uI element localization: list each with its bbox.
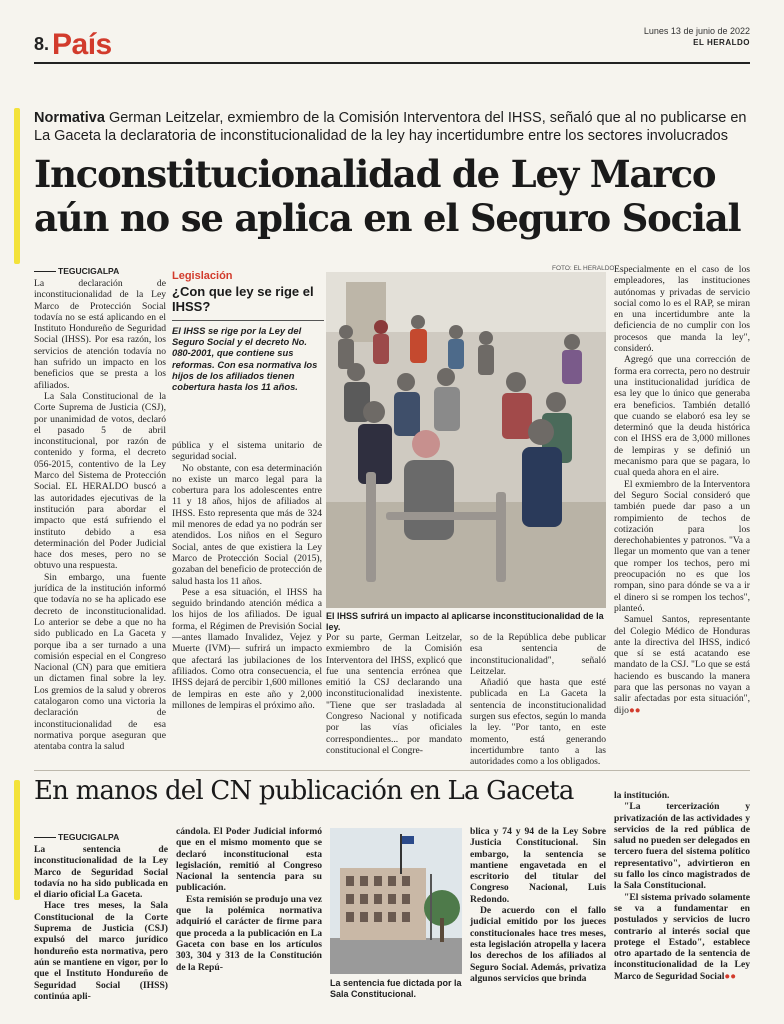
photo-caption: La sentencia fue dictada por la Sala Constitucional. — [330, 978, 462, 999]
waiting-room-photo — [326, 272, 606, 608]
congress-building-image — [330, 828, 462, 974]
article-lede — [34, 110, 750, 145]
paragraph: Agregó que una corrección de forma era correcta, pero no destruir una institucionalidad jurídica de esa ley que lo único que generaba era beneficios. También detalló que cuando se elaboró esa ley se determinó que la deuda histórica con el IHSS era de 3,000 millones de lempiras y se definió un mecanismo para que se pagara, lo cual queda ahora en el aire. — [614, 354, 750, 479]
issue-date: Lunes 13 de junio de 2022 — [643, 26, 750, 36]
paragraph: Esta remisión se produjo una vez que la polémica normativa adquirió el carácter de firme para que proceda a la publicación en La Gaceta con base en los artículos 303, 304 y 313 de la Constitución de la Repú- — [176, 893, 322, 973]
congress-building-photo — [330, 828, 462, 974]
article1-column-3 — [326, 632, 462, 764]
article-divider — [34, 770, 750, 771]
dateline: TEGUCIGALPA — [34, 832, 119, 842]
paragraph: La Sala Constitucional de la Corte Suprema de Justicia (CSJ), por unanimidad de votos, declaró el pasado 5 de abril inconstitucional, por razón de contenido y forma, el decreto 056-2015, contentivo de la Ley Marco del Sistema de Protección Social. EL HERALDO buscó a las autoridades ejecutivas de la institución para abordar el impacto que está sufriendo el instituto debido a esa determinación del Poder Judicial hace dos meses, pero no se obtuvo una respuesta. — [34, 390, 166, 572]
sidebar-kicker: Legislación — [172, 270, 233, 282]
paragraph: "La tercerización y privatización de las actividades y servicios de la red pública de salud no pueden ser delegados en tercero fuera del sistema político representativo", advirtieron en su fallo los cinco magistrados de la Sala Constitucional. — [614, 801, 750, 892]
paragraph: so de la República debe publicar esa sentencia de inconstitucionalidad", señaló Leitzelar. — [470, 632, 606, 677]
secondary-headline: En manos del CN publicación en La Gaceta — [34, 776, 574, 806]
article2-column-3 — [470, 826, 606, 1012]
sidebar-title: ¿Con que ley se rige el IHSS? — [172, 284, 314, 314]
paragraph: Añadió que hasta que esté publicada en La Gaceta la sentencia de inconstitucionalidad surgen sus efectos, según lo manda la ley. "Por tanto, en este momento, está generando incertidumbre tanto a las autoridades como a los obligados. — [470, 677, 606, 768]
paragraph: cándola. El Poder Judicial informó que en el mismo momento que se declaró inconstitucional esta legislación, remitió al Congreso Nacional la sentencia para su publicación. — [176, 826, 322, 894]
section-title: País — [52, 28, 112, 61]
paragraph: De acuerdo con el fallo judicial emitido por los jueces constitucionales hace tres meses, esta legislación atropella y lacera los derechos de los afiliados al Seguro Social. Además, privatiza algunos servicios que brinda — [470, 905, 606, 984]
end-mark: ●● — [724, 970, 737, 982]
page-header — [34, 24, 750, 68]
article2-column-4 — [614, 790, 750, 1012]
paragraph: la institución. — [614, 790, 670, 801]
paragraph: La sentencia de inconstitucionalidad de la Ley Marco de Seguridad Social todavía no ha sido publicada en el diario oficial La Gaceta. — [34, 844, 168, 901]
highlight-bar — [14, 780, 20, 900]
main-headline — [34, 152, 750, 240]
waiting-room-image — [326, 272, 606, 608]
dateline: TEGUCIGALPA — [34, 266, 119, 276]
paragraph — [614, 614, 750, 716]
paragraph: Hace tres meses, la Sala Constitucional de la Corte Suprema de Justicia (CSJ) expulsó del marco jurídico hondureño esta normativa, pero aún se mantiene en vigor, por lo que el Instituto Hondureño de Seguridad Social (IHSS) continúa apli- — [34, 900, 168, 1002]
paragraph: Por su parte, German Leitzelar, exmiembro de la Comisión Interventora del IHSS, explicó que fue una sentencia errónea que emitió la CSJ declarando una inconstitucionalidad inexistente. "Tiene que ser trasladada al Congreso Nacional y notificada por las vías oficiales correspondientes... por mandato constitucional el Congre- — [326, 632, 462, 756]
paragraph: blica y 74 y 94 de la Ley Sobre Justicia Constitucional. Sin embargo, la sentencia se mantiene engavetada en el escritorio del titular del Congreso Nacional, Luis Redondo. — [470, 826, 606, 905]
paragraph: No obstante, con esa determinación no existe un marco legal para la cobertura para los adolescentes entre 11 y 18 años, hijos de afiliados al IHSS. Esto representa que más de 324 mil menores de edad ya no podrán ser atendidos. Los niños en el Seguro Social, antes de que existiera la Ley Marco de Protección Social (2015), gozaban del beneficio de protección de salud hasta los 11 años. — [172, 462, 322, 587]
paragraph-text: Samuel Santos, representante del Colegio Médico de Honduras ante la directiva del IHSS, indicó que sí se está acatando ese mandato de la CSJ. "Lo que se está haciendo es buscando la manera para que las personas no vayan a salir afectadas por esta situación", dijo — [614, 614, 750, 716]
lede-text: German Leitzelar, exmiembro de la Comisión Interventora del IHSS, señaló que al no publicarse en La Gaceta la declaratoria de inconstitucionalidad de la ley hay incertidumbre entre los sectores involucrados — [34, 110, 747, 144]
lede-kicker: Normativa — [34, 110, 105, 126]
sidebar-box — [172, 270, 324, 440]
photo-credit: FOTO: EL HERALDO — [552, 265, 615, 272]
newspaper-name: EL HERALDO — [693, 38, 750, 47]
headline-line: aún no se aplica en el Seguro Social — [34, 196, 741, 240]
photo-caption: El IHSS sufrirá un impacto al aplicarse inconstitucionalidad de la ley. — [326, 611, 604, 632]
sidebar-text: El IHSS se rige por la Ley del Seguro Social y el decreto No. 080-2001, que contiene sus reformas. Con esa normativa los hijos de los afiliados tienen cobertura hasta los 11 años. — [172, 325, 318, 393]
paragraph: Sin embargo, una fuente jurídica de la institución informó que todavía no se ha aplicado ese decreto de inconstitucionalidad. Lo anterior se debe a que no ha sido publicado en La Gaceta y porque iba a ser turnado a una comisión especial en el Congreso Nacional (CN) para que emitiera un dictamen final sobre la ley. Los gremios de la salud y obreros catalogaron como una victoria la declaración de inconstitucionalidad de esa normativa porque aseguran que atentaba contra la salud — [34, 571, 166, 753]
paragraph: El exmiembro de la Interventora del Seguro Social consideró que también puede dar paso a un rompimiento de techos de cotización para los derechohabientes y patronos. "Va a llegar un momento que van a tener que romper los techos, pero mi preocupación no es que los rompan, sino para dónde se va a ir el dinero si se rompen los techos", planteó. — [614, 478, 750, 614]
highlight-bar — [14, 108, 20, 264]
sidebar-rule — [172, 320, 324, 321]
paragraph: Especialmente en el caso de los empleadores, las instituciones autónomas y privadas de servicio social como lo es el RAP, se miran en una incertidumbre ante la deficiencia de no cumplir con los procesos que manda la ley", consideró. — [614, 264, 750, 355]
article1-column-2 — [172, 440, 322, 764]
article1-column-4 — [470, 632, 606, 768]
article1-column-1 — [34, 278, 166, 764]
paragraph: pública y el sistema unitario de seguridad social. — [172, 440, 322, 463]
article2-column-2 — [176, 826, 322, 1012]
paragraph: La declaración de inconstitucionalidad de la Ley Marco de Protección Social todavía no se está aplicando en el Instituto Hondureño de Seguridad Social (IHSS). Por esa razón, los servicios de atención todavía no han sufrido un impacto en los beneficios que se presta a los afiliados. — [34, 278, 166, 391]
headline-line: Inconstitucionalidad de Ley Marco — [34, 152, 716, 196]
article1-column-5 — [614, 264, 750, 764]
end-mark: ●● — [628, 704, 641, 716]
paragraph — [614, 892, 750, 982]
paragraph: Pese a esa situación, el IHSS ha seguido brindando atención médica a los hijos de los afiliados. De igual forma, el Régimen de Previsión Social —antes llamado Invalidez, Vejez y Muerte (IVM)— sufrirá un impacto que afectará las jubilaciones de los afiliados. Como otra consecuencia, el IHSS dejará de percibir 1,600 millones de lempiras en este año y 2,000 millones de lempiras el próximo año. — [172, 586, 322, 711]
header-rule — [34, 62, 750, 64]
article2-column-1 — [34, 844, 168, 1012]
paragraph-text: "El sistema privado solamente se va a fundamentar en postulados y servicios de lucro contrario al interés social que protege el Estado", establece otro apartado de la sentencia de inconstitucionalidad de la Ley Marco de Seguridad Social — [614, 891, 750, 982]
page-number: 8. — [34, 34, 50, 54]
